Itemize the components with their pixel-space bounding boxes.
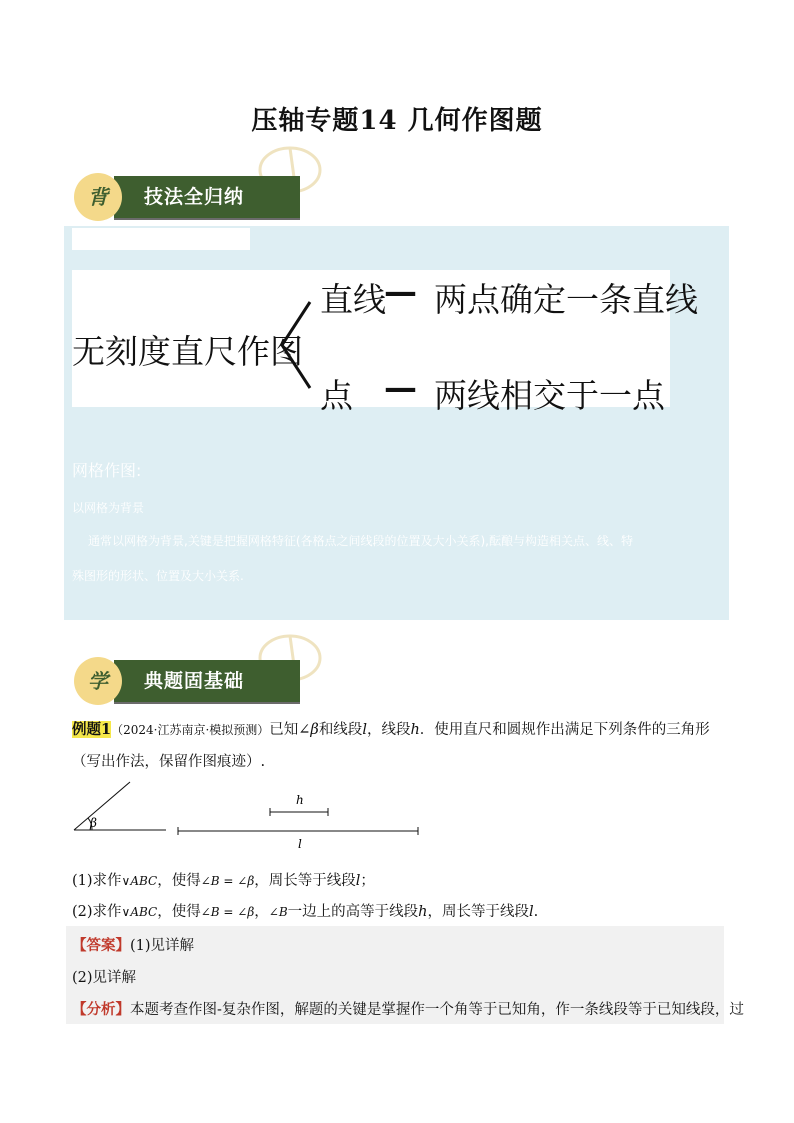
section-title: 典题固基础	[144, 670, 245, 692]
grid-paragraph-line1: 通常以网格为背景,关键是把握网格特征(各格点之间线段的位置及大小关系),酝酿与构造相关点、线、特	[88, 534, 633, 548]
panel-blank-cell	[72, 228, 250, 250]
question-2: (2)求作∨ABC，使得∠B = ∠β，∠B一边上的高等于线段h，周长等于线段l.	[72, 904, 539, 920]
mindmap-branch1-text: 两点确定一条直线	[434, 280, 698, 319]
brace-icon	[278, 300, 318, 390]
badge-icon: 背	[74, 173, 122, 221]
beta-label: β	[90, 816, 97, 830]
grid-subheading: 以网格为背景	[72, 501, 145, 515]
l-label: l	[298, 837, 302, 851]
segment-h	[270, 808, 328, 816]
answer-tag: 【答案】	[72, 937, 130, 954]
analysis-tag: 【分析】	[72, 1001, 130, 1018]
segment-l	[178, 827, 418, 835]
example-line2: （写出作法，保留作图痕迹）.	[72, 754, 266, 770]
grid-paragraph-line2: 殊图形的形状、位置及大小关系.	[72, 569, 244, 583]
example-line1: 例题1（2024·江苏南京·模拟预测）已知∠β和线段l，线段h．使用直尺和圆规作出满足下列条件的三角形	[72, 721, 710, 738]
section-banner-techniques	[74, 176, 300, 220]
example-tag: 例题1	[72, 721, 112, 738]
mindmap-branch1-dash: —	[384, 272, 417, 311]
answer-line1: 【答案】(1)见详解	[72, 937, 195, 954]
mindmap-root: 无刻度直尺作图	[72, 332, 303, 371]
question-1: (1)求作∨ABC，使得∠B = ∠β，周长等于线段l；	[72, 873, 375, 889]
h-label: h	[296, 793, 304, 807]
grid-heading: 网格作图:	[72, 461, 142, 480]
mindmap-branch2-dash: —	[384, 368, 417, 407]
badge-icon: 学	[74, 657, 122, 705]
example-figure	[70, 780, 430, 855]
angle-beta-figure	[74, 782, 166, 830]
mindmap-diagram	[72, 270, 698, 415]
page-title: 压轴专题14 几何作图题	[251, 106, 543, 136]
section-banner-examples	[74, 660, 300, 704]
analysis-line: 【分析】本题考查作图-复杂作图，解题的关键是掌握作一个角等于已知角，作一条线段等于已知线段，过	[72, 1001, 744, 1018]
mindmap-branch1-head: 直线	[320, 280, 386, 319]
answer-line2: (2)见详解	[72, 970, 137, 986]
mindmap-branch2-head: 点	[320, 376, 353, 415]
section-title: 技法全归纳	[144, 186, 245, 208]
mindmap-branch2-text: 两线相交于一点	[434, 376, 665, 415]
example-source: （2024·江苏南京·模拟预测）	[111, 723, 270, 737]
